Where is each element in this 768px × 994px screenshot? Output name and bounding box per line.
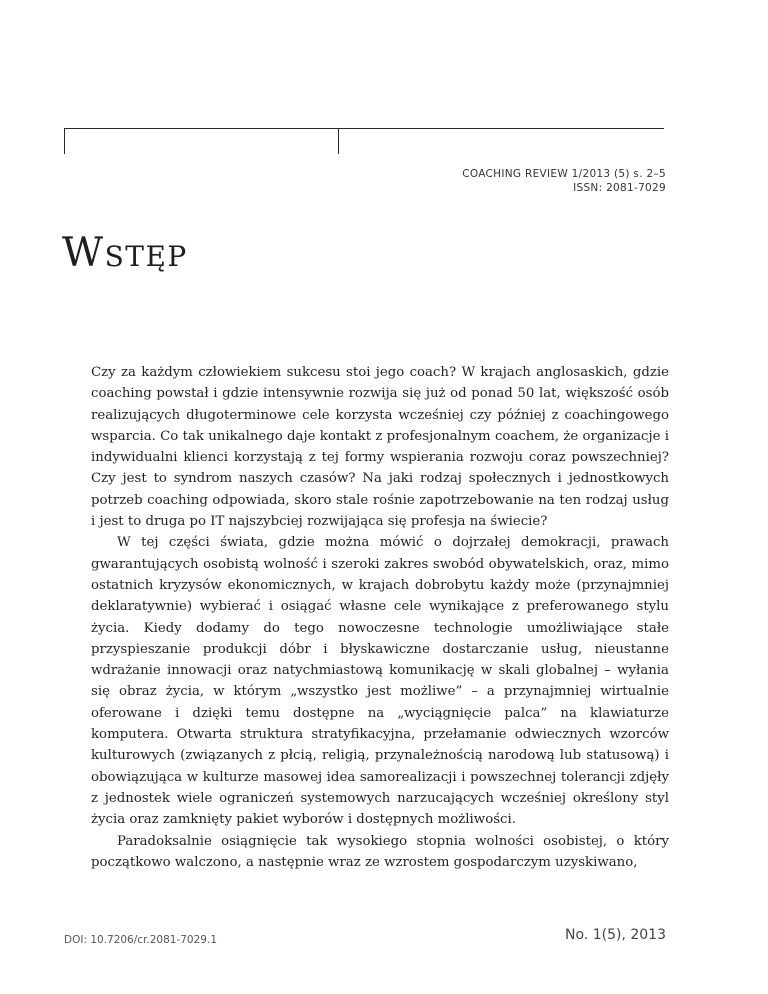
header-rule-right-tick	[338, 128, 339, 154]
journal-issn: ISSN: 2081-7029	[573, 182, 666, 194]
paragraph-1: Czy za każdym człowiekiem sukcesu stoi jego coach? W krajach anglosaskich, gdzie coaching powstał i gdzie intensywnie rozwija się już od ponad 50 lat, większość osób realizujących długoterminowe cele korzysta wcześniej czy później z coachingowego wsparcia. Co tak unikalnego daje kontakt z profesjonalnym coachem, że organizacje i indywidualni klienci korzystają z tej formy wspierania rozwoju coraz powszechniej? Czy jest to syndrom naszych czasów? Na jaki rodzaj społecznych i jednostkowych potrzeb coaching odpowiada, skoro stale rośnie zapotrzebowanie na ten rodzaj usług i jest to druga po IT najszybciej rozwijająca się profesja na świecie?	[91, 365, 669, 530]
article-body	[91, 362, 669, 873]
article-title: Wstęp	[62, 230, 188, 276]
footer-issue: No. 1(5), 2013	[565, 927, 666, 943]
journal-citation: COACHING REVIEW 1/2013 (5) s. 2–5	[462, 168, 666, 180]
paragraph-2: W tej części świata, gdzie można mówić o dojrzałej demokracji, prawach gwarantujących osobistą wolność i szeroki zakres swobód obywatelskich, oraz, mimo ostatnich kryzysów ekonomicznych, w krajach dobrobytu każdy może (przynajmniej deklaratywnie) wybierać i osiągać własne cele wynikające z preferowanego stylu życia. Kiedy dodamy do tego nowoczesne technologie umożliwiające stałe przyspieszanie produkcji dóbr i błyskawiczne dostarczanie usług, nieustanne wdrażanie innowacji oraz natychmiastową komunikację w skali globalnej – wyłania się obraz życia, w którym „wszystko jest możliwe” – a przynajmniej wirtualnie oferowane i dzięki temu dostępne na „wyciągnięcie palca” na klawiaturze komputera. Otwarta struktura stratyfikacyjna, przełamanie odwiecznych wzorców kulturowych (związanych z płcią, religią, przynależnością narodową lub statusową) i obowiązująca w kulturze masowej idea samorealizacji i powszechnej tolerancji zdjęły z jednostek wiele ograniczeń systemowych narzucających wcześniej określony styl życia oraz zamknięty pakiet wyborów i dostępnych możliwości.	[91, 535, 669, 828]
journal-info	[462, 167, 666, 195]
paragraph-3: Paradoksalnie osiągnięcie tak wysokiego stopnia wolności osobistej, o który początkowo walczono, a następnie wraz ze wzrostem gospodarczym uzyskiwano,	[91, 833, 669, 870]
footer-doi: DOI: 10.7206/cr.2081-7029.1	[64, 934, 217, 946]
header-rule	[64, 128, 664, 129]
header-rule-left-tick	[64, 128, 65, 154]
